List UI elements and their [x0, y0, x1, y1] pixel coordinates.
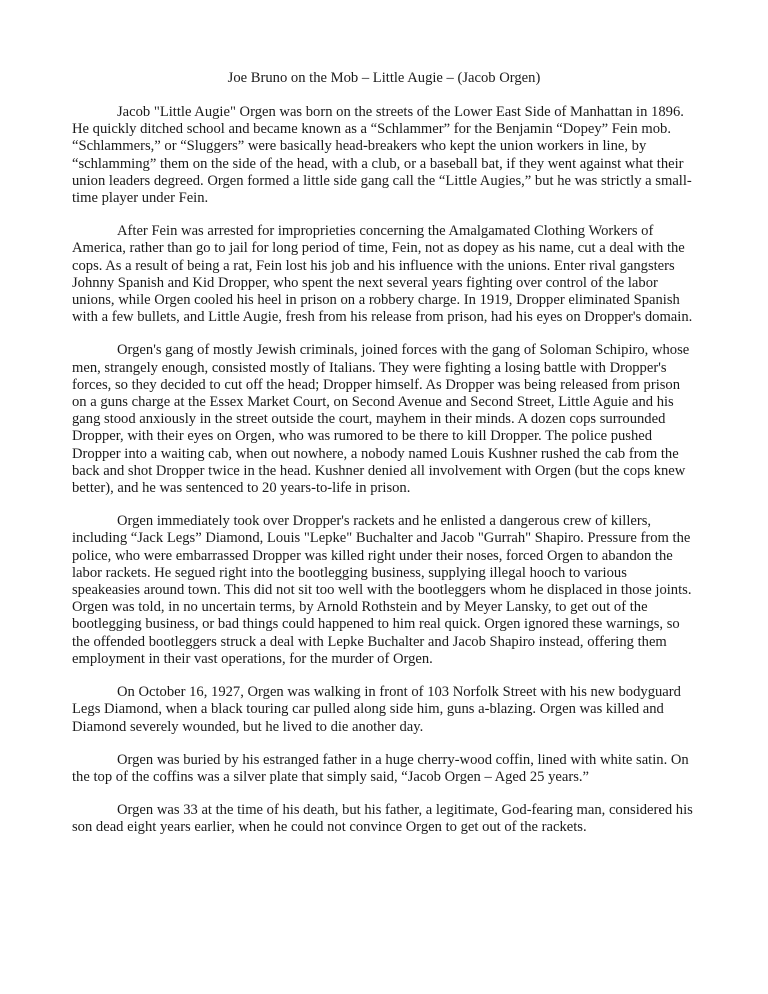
- document-body: [72, 104, 698, 853]
- paragraph-3: Orgen's gang of mostly Jewish criminals, joined forces with the gang of Soloman Schipiro, whose men, strangely enough, consisted mostly of Italians. They were fighting a losing battle with Dropper's forces, so they decided to cut off the head; Dropper himself. As Dropper was being released from prison on a guns charge at the Essex Market Court, on Second Avenue and Second Street, Little Aguie and his gang stood anxiously in the street outside the court, mayhem in their minds. A dozen cops surrounded Dropper, with their eyes on Orgen, who was rumored to be there to kill Dropper. The police pushed Dropper into a waiting cab, when out nowhere, a nobody named Louis Kushner rushed the cab from the back and shot Dropper twice in the head. Kushner denied all involvement with Orgen (but the cops knew better), and he was sentenced to 20 years-to-life in prison.: [72, 342, 690, 497]
- paragraph-7: Orgen was 33 at the time of his death, but his father, a legitimate, God-fearing man, considered his son dead eight years earlier, when he could not convince Orgen to get out of the rackets.: [72, 802, 693, 836]
- paragraph-5: On October 16, 1927, Orgen was walking in front of 103 Norfolk Street with his new bodyguard Legs Diamond, when a black touring car pulled along side him, guns a-blazing. Orgen was killed and Diamond severely wounded, but he lived to die another day.: [72, 684, 681, 735]
- document-title: Joe Bruno on the Mob – Little Augie – (Jacob Orgen): [227, 70, 541, 86]
- paragraph-6: Orgen was buried by his estranged father in a huge cherry-wood coffin, lined with white satin. On the top of the coffins was a silver plate that simply said, “Jacob Orgen – Aged 25 years.”: [72, 751, 689, 785]
- paragraph-2: After Fein was arrested for improprieties concerning the Amalgamated Clothing Workers of America, rather than go to jail for long period of time, Fein, not as dopey as his name, cut a deal with the cops. As a result of being a rat, Fein lost his job and his influence with the unions. Enter rival gangsters Johnny Spanish and Kid Dropper, who spent the next several years fighting over control of the labor unions, while Orgen cooled his heel in prison on a robbery charge. In 1919, Dropper eliminated Spanish with a few bullets, and Little Augie, fresh from his release from prison, had his eyes on Dropper's domain.: [72, 223, 693, 326]
- paragraph-1: Jacob "Little Augie" Orgen was born on the streets of the Lower East Side of Manhattan in 1896. He quickly ditched school and became known as a “Schlammer” for the Benjamin “Dopey” Fein mob. “Schlammers,” or “Sluggers” were basically head-breakers who kept the union workers in line, by “schlamming” them on the side of the head, with a club, or a baseball bat, if they went against what their union leaders degreed. Orgen formed a little side gang call the “Little Augies,” but he was strictly a small-time player under Fein.: [72, 104, 692, 207]
- paragraph-4: Orgen immediately took over Dropper's rackets and he enlisted a dangerous crew of killers, including “Jack Legs” Diamond, Louis "Lepke" Buchalter and Jacob "Gurrah" Shapiro. Pressure from the police, who were embarrassed Dropper was killed right under their noses, forced Orgen to abandon the labor rackets. He segued right into the bootlegging business, supplying illegal hooch to various speakeasies around town. This did not sit too well with the bootleggers whom he displaced in those joints. Orgen was told, in no uncertain terms, by Arnold Rothstein and by Meyer Lansky, to get out of the bootlegging business, or bad things could happened to him real quick. Orgen ignored these warnings, so the offended bootleggers struck a deal with Lepke Buchalter and Jacob Shapiro instead, offering them employment in their vast operations, for the murder of Orgen.: [72, 513, 692, 667]
